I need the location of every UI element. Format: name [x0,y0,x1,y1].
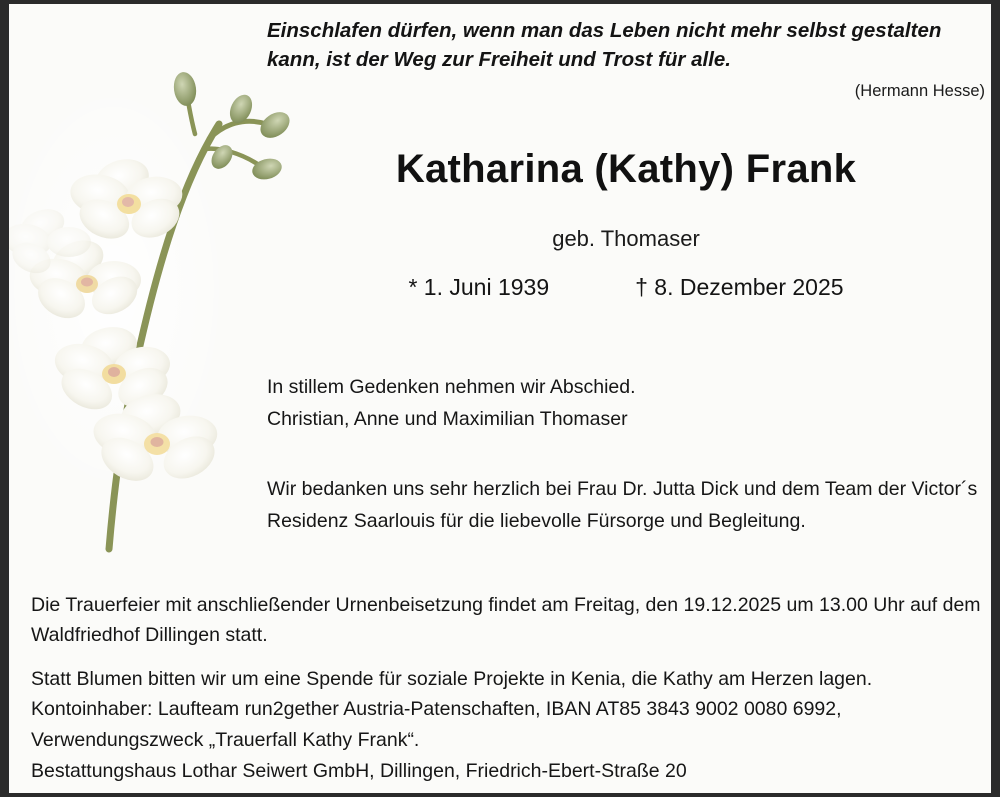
thanks-paragraph: Wir bedanken uns sehr herzlich bei Frau Dr. Jutta Dick und dem Team der Victor´s Residenz Saarlouis für die liebevolle Fürsorge und Begleitung. [267,478,978,532]
quote-author: (Hermann Hesse) [854,82,985,100]
maiden-name: geb. Thomaser [552,226,700,251]
undertaker-info: Bestattungshaus Lothar Seiwert GmbH, Dillingen, Friedrich-Ebert-Straße 20 [31,760,687,782]
memorial-quote: Einschlafen dürfen, wenn man das Leben nicht mehr selbst gestalten kann, ist der Weg zur Freiheit und Trost für alle. [267,19,942,72]
funeral-details: Die Trauerfeier mit anschließender Urnenbeisetzung findet am Freitag, den 19.12.2025 um 13.00 Uhr auf dem Waldfriedhof Dillingen statt. [31,594,981,647]
memory-line-2: Christian, Anne und Maximilian Thomaser [267,407,628,430]
donation-details: Statt Blumen bitten wir um eine Spende für soziale Projekte in Kenia, die Kathy am Herzen lagen. Kontoinhaber: Laufteam run2gether Austria-Patenschaften, IBAN AT85 3843 9002 0080 6992, Verwendungszweck „Trauerfall Kathy Frank“. [31,668,873,751]
deceased-name: Katharina (Kathy) Frank [395,147,857,191]
memory-line-1: In stillem Gedenken nehmen wir Abschied. [267,376,636,398]
memory-block [267,372,985,435]
birth-date: * 1. Juni 1939 [408,274,550,300]
death-date: † 8. Dezember 2025 [635,274,844,300]
life-dates [267,274,985,301]
